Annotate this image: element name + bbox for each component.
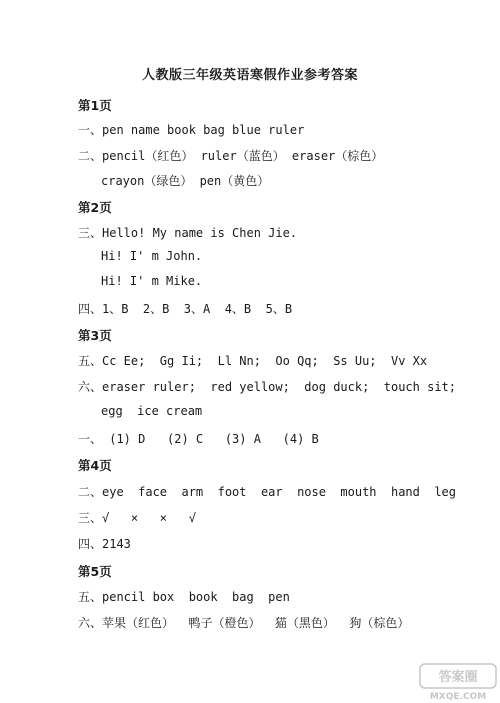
section-heading: 第1页 — [78, 98, 112, 113]
answer-line: 二、pencil（红色） ruler（蓝色） eraser（棕色） — [78, 149, 384, 163]
answer-line: 五、pencil box book bag pen — [78, 590, 290, 604]
answer-line: 二、eye face arm foot ear nose mouth hand leg — [78, 485, 457, 499]
watermark-domain: MXQE.COM — [429, 692, 487, 702]
section-heading: 第5页 — [78, 564, 112, 579]
answer-line: crayon（绿色） pen（黄色） — [101, 174, 270, 188]
section-heading: 第4页 — [78, 458, 112, 473]
watermark-logo — [418, 662, 498, 702]
section-heading: 第2页 — [78, 200, 112, 215]
watermark-brand: 答案圈 — [438, 670, 478, 685]
answer-line: 六、苹果（红色） 鸭子（橙色） 猫（黑色） 狗（棕色） — [78, 616, 410, 630]
answer-line: 六、eraser ruler; red yellow; dog duck; touch sit; — [78, 380, 457, 394]
answer-line: 一、pen name book bag blue ruler — [78, 123, 305, 137]
page-title: 人教版三年级英语寒假作业参考答案 — [141, 68, 358, 83]
answer-line: 三、Hello! My name is Chen Jie. — [78, 226, 298, 240]
answer-line: 三、√ × × √ — [78, 511, 196, 525]
answer-line: 四、2143 — [78, 537, 131, 551]
answer-line: egg ice cream — [101, 404, 203, 418]
answer-line: Hi! I' m Mike. — [101, 274, 203, 288]
answer-line: 四、1、B 2、B 3、A 4、B 5、B — [78, 302, 293, 316]
section-heading: 第3页 — [78, 328, 112, 343]
answer-line: Hi! I' m John. — [101, 249, 203, 263]
answer-line: 五、Cc Ee; Gg Ii; Ll Nn; Oo Qq; Ss Uu; Vv Xx — [78, 354, 428, 368]
answer-line: 一、 (1) D (2) C (3) A (4) B — [78, 432, 319, 446]
